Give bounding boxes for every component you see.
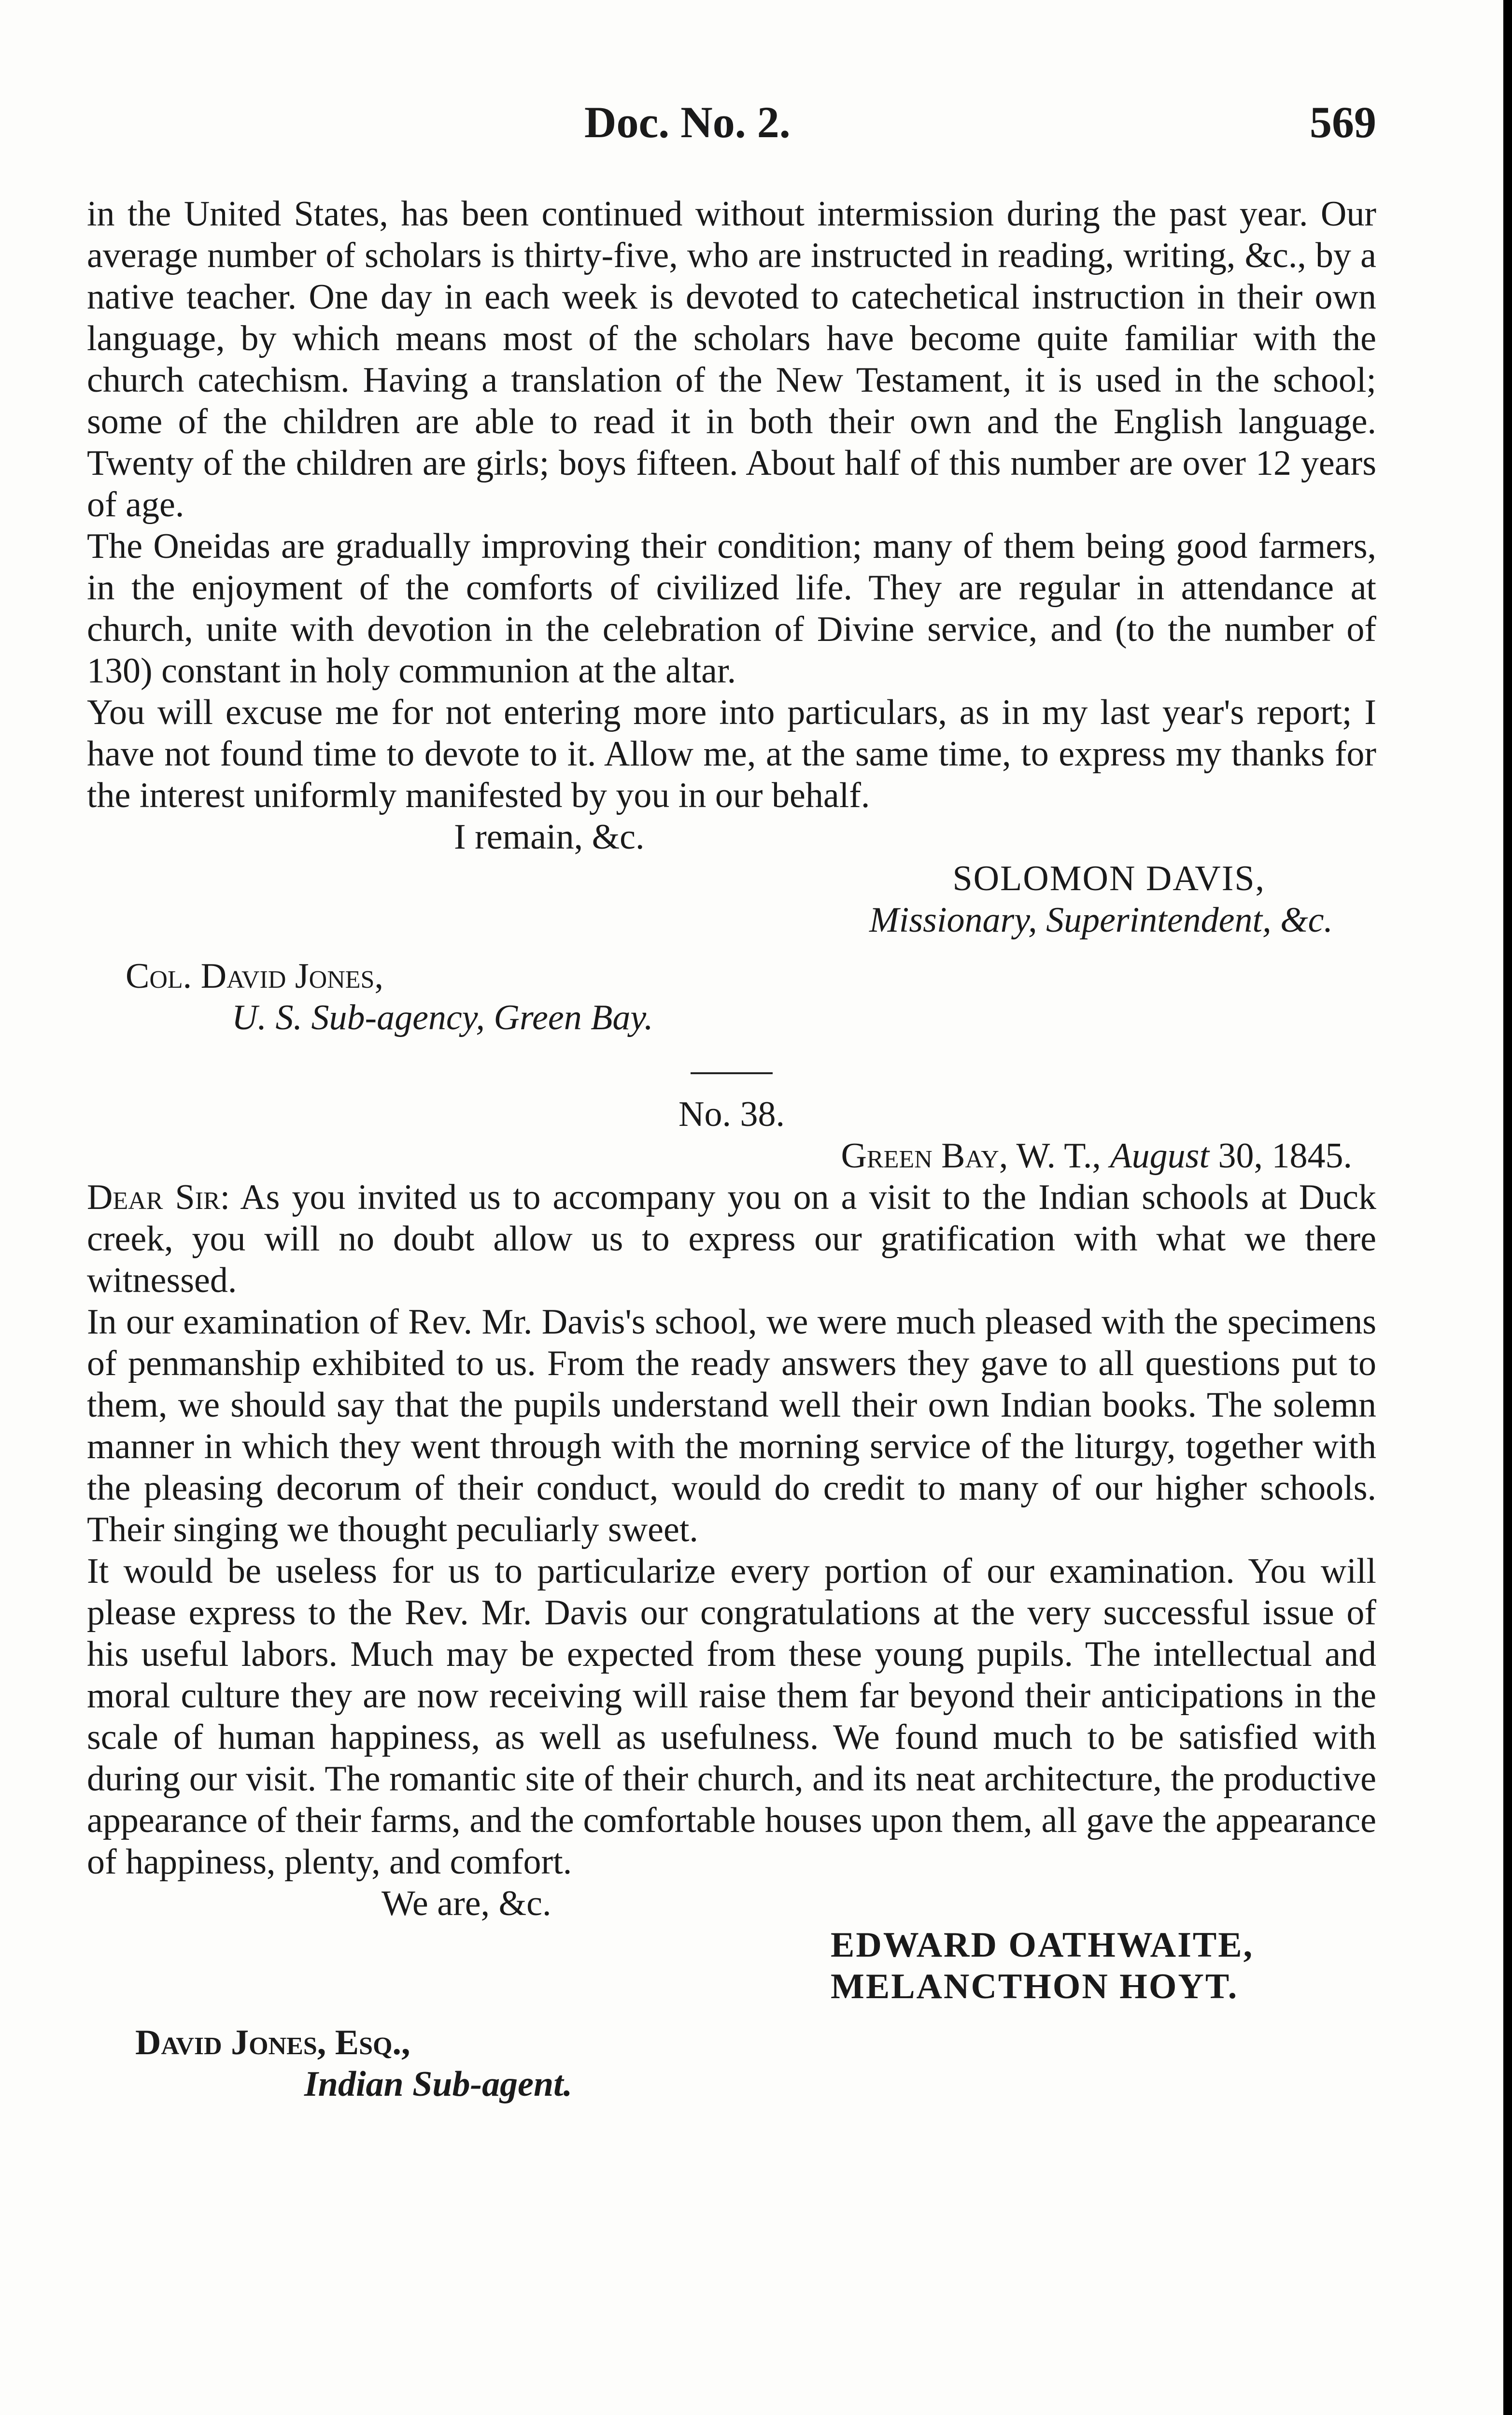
letter2-paragraph: It would be useless for us to particularize every portion of our examination. You will please express to the Rev. Mr. Davis our congratulations at the very successful issue of his useful labors. Much may be expected from these young pupils. The intellectual and moral culture they are now receiving will raise them far beyond their anticipations in the scale of human happiness, as well as usefulness. We found much to be satisfied with during our visit. The romantic site of their church, and its neat architecture, the productive appearance of their farms, and the comfortable houses upon them, all gave the appearance of happiness, plenty, and comfort.	[87, 1551, 1376, 1882]
dateline-month: August	[1110, 1136, 1209, 1176]
letter1-closing: I remain, &c.	[454, 817, 645, 857]
section-divider	[691, 1072, 773, 1074]
letter2-signature: MELANCTHON HOYT.	[831, 1967, 1239, 2006]
page-body	[87, 193, 1376, 2105]
letter1-signature-name: SOLOMON DAVIS,	[952, 859, 1265, 898]
letter2-addressee	[135, 2022, 1376, 2105]
letter1-addressee-place: U. S. Sub-agency, Green Bay.	[232, 998, 653, 1037]
letter2-addressee-name: David Jones, Esq.,	[135, 2023, 410, 2062]
page-edge-border	[1503, 0, 1512, 2415]
letter1-addressee	[126, 955, 1376, 1038]
letter1-signature-title: Missionary, Superintendent, &c.	[869, 900, 1333, 940]
letter1-paragraph: in the United States, has been continued without intermission during the past year. Our average number of scholars is thirty-five, who are instructed in reading, writing, &c., by a native teacher. One day in each week is devoted to catechetical instruction in their own language, by which means most of the scholars have become quite familiar with the church catechism. Having a translation of the New Testament, it is used in the school; some of the children are able to read it in both their own and the English language. Twenty of the children are girls; boys fifteen. About half of this number are over 12 years of age.	[87, 194, 1376, 525]
letter2-addressee-place: Indian Sub-agent.	[304, 2064, 573, 2104]
running-head: Doc. No. 2.	[584, 98, 791, 147]
letter1-addressee-name: Col. David Jones,	[126, 956, 383, 996]
letter2-paragraph: In our examination of Rev. Mr. Davis's school, we were much pleased with the specimens of penmanship exhibited to us. From the ready answers they gave to all questions put to them, we should say that the pupils understand well their own Indian books. The solemn manner in which they went through with the morning service of the liturgy, together with the pleasing decorum of their conduct, would do credit to many of our higher schools. Their singing we thought peculiarly sweet.	[87, 1302, 1376, 1549]
letter1-paragraph: You will excuse me for not entering more into particulars, as in my last year's report; I have not found time to devote to it. Allow me, at the same time, to express my thanks for the interest uniformly manifested by you in our behalf.	[87, 693, 1376, 815]
letter2-closing: We are, &c.	[382, 1884, 551, 1923]
dateline-date: 30, 1845.	[1218, 1136, 1352, 1176]
letter1-paragraph: The Oneidas are gradually improving their condition; many of them being good farmers, in the enjoyment of the comforts of civilized life. They are regular in attendance at church, unite with devotion in the celebration of Divine service, and (to the number of 130) constant in holy communion at the altar.	[87, 526, 1376, 691]
letter2-paragraph	[87, 1177, 1376, 1301]
letter2-dateline	[87, 1135, 1376, 1177]
dateline-place: Green Bay, W. T.,	[841, 1136, 1101, 1176]
page-header	[87, 97, 1376, 155]
letter2-number: No. 38.	[678, 1094, 785, 1134]
letter2-salutation: Dear Sir:	[87, 1178, 230, 1217]
letter2-paragraph-text: As you invited us to accompany you on a visit to the Indian schools at Duck creek, you will no doubt allow us to express our gratification with what we there witnessed.	[87, 1178, 1376, 1300]
page-number: 569	[1310, 98, 1376, 147]
letter2-signature: EDWARD OATHWAITE,	[831, 1925, 1254, 1965]
